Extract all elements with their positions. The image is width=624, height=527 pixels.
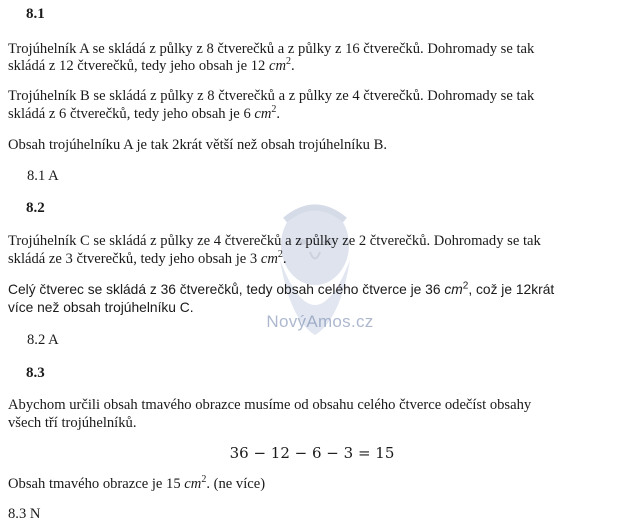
paragraph-line: více než obsah trojúhelníku C. [8, 300, 194, 315]
answer-8-2: 8.2 A [27, 332, 59, 348]
unit: $cm^2$ [254, 104, 277, 122]
text-segment: , což je 12krát [468, 282, 555, 297]
paragraph-line: všech tří trojúhelníků. [8, 415, 137, 431]
paragraph-line: Trojúhelník B se skládá z půlky z 8 čtverečků a z půlky ze 4 čtverečků. Dohromady se tak [8, 88, 535, 104]
section-heading-8-1: 8.1 [26, 6, 45, 22]
paragraph-line: Obsah trojúhelníku A je tak 2krát větší než obsah trojúhelníku B. [8, 137, 387, 153]
equation: 36 − 12 − 6 − 3 = 15 [229, 444, 395, 462]
paragraph-line [8, 475, 265, 493]
paragraph-line: Abychom určili obsah tmavého obrazce musíme od obsahu celého čtverce odečíst obsahy [8, 397, 532, 413]
text-segment: skládá z 12 čtverečků, tedy jeho obsah je 12 [8, 58, 269, 74]
section-heading-8-3: 8.3 [26, 365, 45, 381]
paragraph-line: Trojúhelník A se skládá z půlky z 8 čtverečků a z půlky z 16 čtverečků. Dohromady se tak [8, 41, 535, 57]
section-heading-8-2: 8.2 [26, 200, 45, 216]
watermark-text: NovýAmos.cz [266, 312, 374, 331]
text-segment: Celý čtverec se skládá z 36 čtverečků, tedy obsah celého čtverce je 36 [8, 282, 445, 297]
answer-8-3: 8.3 N [8, 506, 41, 522]
unit: $cm^2$ [260, 249, 283, 267]
paragraph-line [8, 281, 554, 299]
text-segment: Obsah tmavého obrazce je 15 [8, 476, 185, 492]
unit: $cm^2$ [184, 474, 207, 492]
unit: $cm^2$ [268, 56, 292, 74]
paragraph-line: skládá z 6 čtverečků, tedy jeho obsah je 6 $cm^2$. [8, 104, 281, 122]
text-segment: skládá ze 3 čtverečků, tedy jeho obsah je 3 [8, 251, 261, 267]
unit: $cm^2$ [444, 280, 469, 297]
text-segment: skládá z 6 čtverečků, tedy jeho obsah je 6 [8, 106, 255, 122]
paragraph-line: skládá ze 3 čtverečků, tedy jeho obsah je 3 $cm^2$. [8, 249, 287, 267]
answer-8-1: 8.1 A [27, 168, 59, 184]
paragraph-line: skládá z 12 čtverečků, tedy jeho obsah je 12 $cm^2$. [8, 56, 295, 74]
paragraph-line: Trojúhelník C se skládá z půlky ze 4 čtverečků a z půlky ze 2 čtverečků. Dohromady se tak [8, 233, 541, 249]
text-segment: . (ne více) [206, 476, 266, 492]
